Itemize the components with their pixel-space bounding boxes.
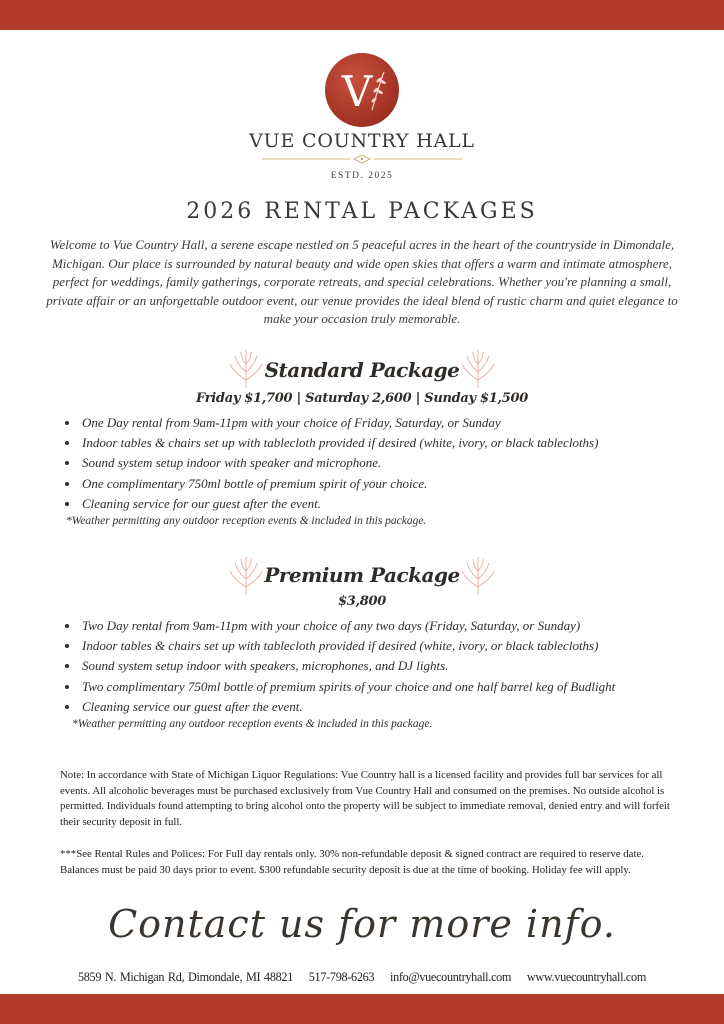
top-accent-bar [0, 0, 724, 30]
list-item: • Sound system setup indoor with speaker and microphone. [80, 453, 724, 473]
standard-package-header [0, 346, 724, 382]
bottom-accent-bar [0, 994, 724, 1024]
premium-package-price: $3,800 [338, 594, 386, 609]
footer-email[interactable]: info@vuecountryhall.com [389, 970, 512, 984]
intro-paragraph: Welcome to Vue Country Hall, a serene escape nestled on 5 peaceful acres in the heart of the countryside in Dimondale, Michigan. Our place is surrounded by natural beauty and wide open skies that offers a warm and intimate atmosphere, perfect for weddings, family gatherings, corporate retreats, and special celebrations. Whether you're planning a small, private affair or an unforgettable outdoor event, our venue provides the ideal blend of rustic charm and quiet elegance to make your occasion truly memorable. [46, 237, 678, 326]
liquor-regulation-note: Note: In accordance with State of Michigan Liquor Regulations: Vue Country hall is a licensed facility and provides full bar services for all events. All alcoholic beverages must be purchased exclusively from Vue Country Hall and consumed on the premises. No outside alcohol is permitted. Individuals found attempting to bring alcohol onto the property will be subject to immediate removal, denied entry and will forfeit their security deposit in full. [60, 769, 670, 828]
list-item: • Cleaning service our guest after the event. [80, 697, 724, 717]
footer-phone[interactable]: 517-798-6263 [308, 970, 375, 984]
list-item: • Two complimentary 750ml bottle of premium spirits of your choice and one half barrel keg of Budlight [80, 677, 724, 697]
standard-package-title: Standard Package [264, 358, 460, 382]
footer-address: 5859 N. Michigan Rd, Dimondale, MI 48821 [77, 970, 294, 984]
leaf-ornament-icon [456, 553, 500, 597]
brand-name: VUE COUNTRY HALL [249, 130, 475, 152]
standard-package-list [62, 413, 724, 514]
premium-package-list [62, 616, 724, 717]
standard-package-price: Friday $1,700 | Saturday 2,600 | Sunday $1,500 [196, 391, 528, 406]
footer-website[interactable]: www.vuecountryhall.com [526, 970, 647, 984]
list-item: • Sound system setup indoor with speakers, microphones, and DJ lights. [80, 656, 724, 676]
leaf-ornament-icon [224, 346, 268, 390]
list-item: • Indoor tables & chairs set up with tablecloth provided if desired (white, ivory, or black tablecloths) [80, 433, 724, 453]
list-item: • Indoor tables & chairs set up with tablecloth provided if desired (white, ivory, or black tablecloths) [80, 636, 724, 656]
svg-text:V: V [341, 67, 373, 116]
ornament-divider-icon [262, 153, 462, 165]
premium-package-header [0, 553, 724, 587]
standard-weather-note: *Weather permitting any outdoor reception events & included in this package. [66, 515, 427, 527]
contact-heading: Contact us for more info. [108, 902, 616, 946]
list-item: • One Day rental from 9am-11pm with your choice of Friday, Saturday, or Sunday [80, 413, 724, 433]
premium-weather-note: *Weather permitting any outdoor reception events & included in this package. [72, 718, 433, 730]
leaf-ornament-icon [224, 553, 268, 597]
premium-package-title: Premium Package [264, 563, 460, 587]
page-title: 2026 RENTAL PACKAGES [186, 199, 538, 224]
list-item: • Cleaning service for our guest after the event. [80, 494, 724, 514]
leaf-ornament-icon [456, 346, 500, 390]
rental-rules-note: ***See Rental Rules and Polices: For Full day rentals only. 30% non-refundable deposit & signed contract are required to reserve date. Balances must be paid 30 days prior to event. $300 refundable security deposit is due at the time of booking. Holiday fee will apply. [60, 848, 644, 876]
list-item: • One complimentary 750ml bottle of premium spirit of your choice. [80, 474, 724, 494]
established-year: ESTD. 2025 [330, 171, 394, 181]
footer-contact-line [0, 970, 724, 985]
logo-v-icon [324, 52, 400, 128]
list-item: • Two Day rental from 9am-11pm with your choice of any two days (Friday, Saturday, or Sunday) [80, 616, 724, 636]
